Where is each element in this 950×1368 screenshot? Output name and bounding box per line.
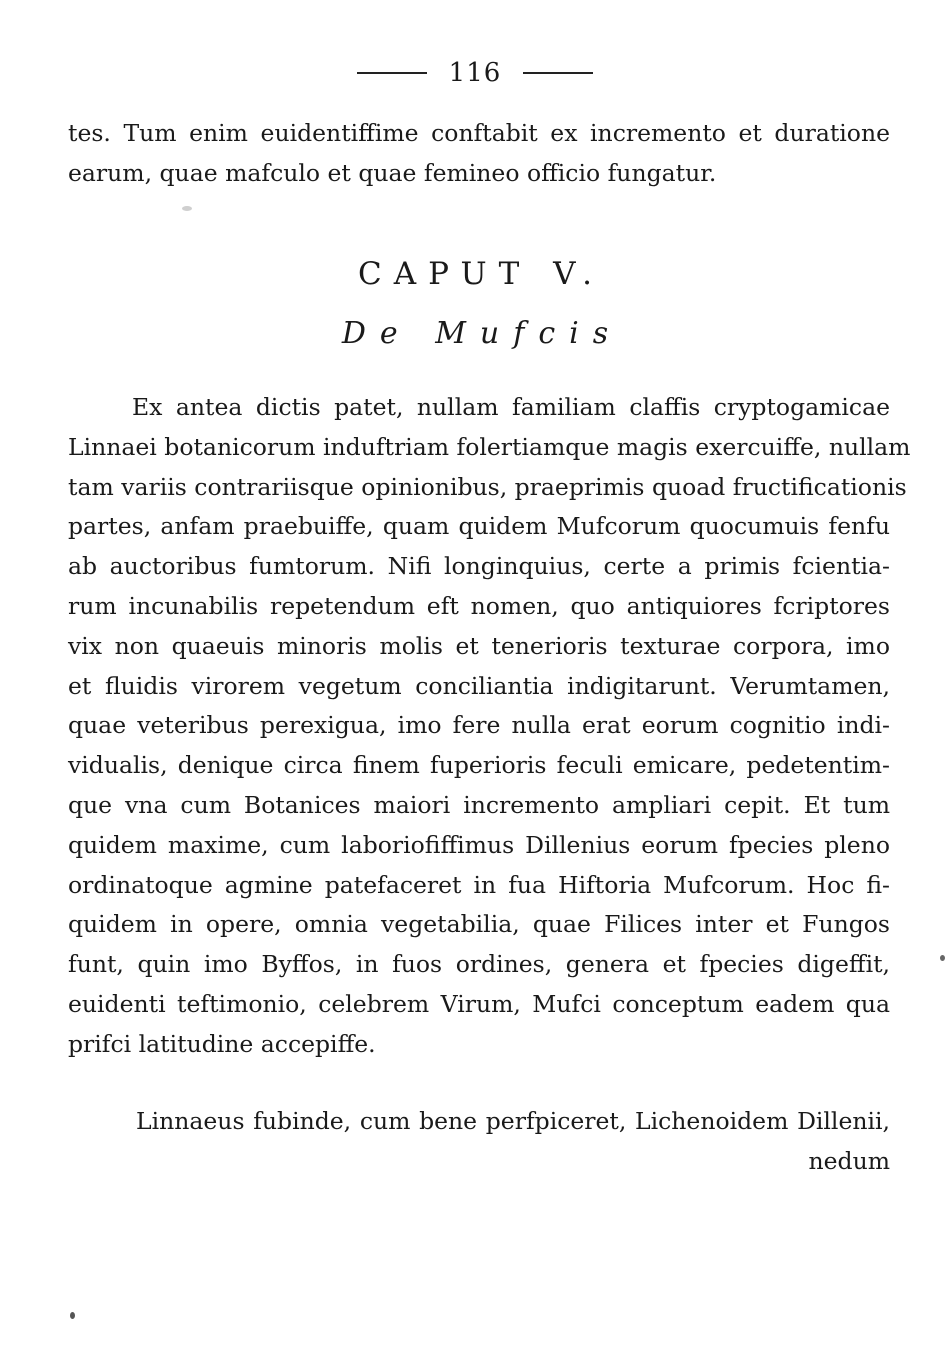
paper-speck [940, 955, 945, 961]
text-line: rum incunabilis repetendum eft nomen, quo antiquiores fcriptores [68, 591, 890, 620]
text-line: earum, quae mafculo et quae femineo officio fungatur. [68, 158, 717, 187]
text-line: Linnaeus fubinde, cum bene perfpiceret, Lichenoidem Dillenii, [136, 1107, 890, 1135]
header-rule-left [357, 72, 427, 74]
header-rule-right [523, 72, 593, 74]
text-line: euidenti teftimonio, celebrem Virum, Mufci conceptum eadem qua [68, 989, 890, 1018]
text-line: ordinatoque agmine patefaceret in fua Hiftoria Mufcorum. Hoc fi- [68, 870, 890, 899]
text-line: quae veteribus perexigua, imo fere nulla erat eorum cognitio indi- [68, 711, 890, 740]
text-line: que vna cum Botanices maiori incremento ampliari cepit. Et tum [68, 790, 890, 819]
carryover-text [68, 114, 890, 194]
page-header [0, 58, 950, 88]
text-line: funt, quin imo Byffos, in fuos ordines, genera et fpecies digeffit, [68, 950, 890, 979]
text-line: et fluidis virorem vegetum conciliantia indigitarunt. Verumtamen, [68, 671, 890, 700]
chapter-subtitle: De Mufcis [341, 316, 623, 351]
paragraph-1 [68, 388, 911, 1065]
page-number: 116 [448, 58, 502, 88]
text-line: partes, anfam praebuiffe, quam quidem Mufcorum quocumuis fenfu [68, 512, 890, 541]
text-line: tes. Tum enim euidentiffime conftabit ex incremento et duratione [68, 119, 890, 147]
text-line: quidem maxime, cum laboriofiffimus Dillenius eorum fpecies pleno [68, 830, 890, 859]
paragraph-2 [68, 1102, 890, 1182]
text-line: tam variis contrariisque opinionibus, praeprimis quoad fructificationis [68, 472, 907, 501]
paper-speck [182, 206, 192, 211]
text-line: vidualis, denique circa finem fuperioris feculi emicare, pedetentim- [68, 751, 890, 780]
text-line: quidem in opere, omnia vegetabilia, quae Filices inter et Fungos [68, 910, 890, 939]
text-line: prifci latitudine accepiffe. [68, 1029, 376, 1058]
paper-speck [70, 1312, 75, 1319]
text-line: ab auctoribus fumtorum. Nifi longinquius, certe a primis fcientia- [68, 552, 890, 581]
text-line: vix non quaeuis minoris molis et tenerioris texturae corpora, imo [68, 631, 890, 660]
catchword: nedum [808, 1146, 890, 1175]
text-line: Ex antea dictis patet, nullam familiam claffis cryptogamicae [132, 393, 890, 421]
text-line: Linnaei botanicorum induftriam folertiamque magis exercuiffe, nullam [68, 432, 911, 461]
chapter-title: CAPUT V. [358, 256, 604, 292]
